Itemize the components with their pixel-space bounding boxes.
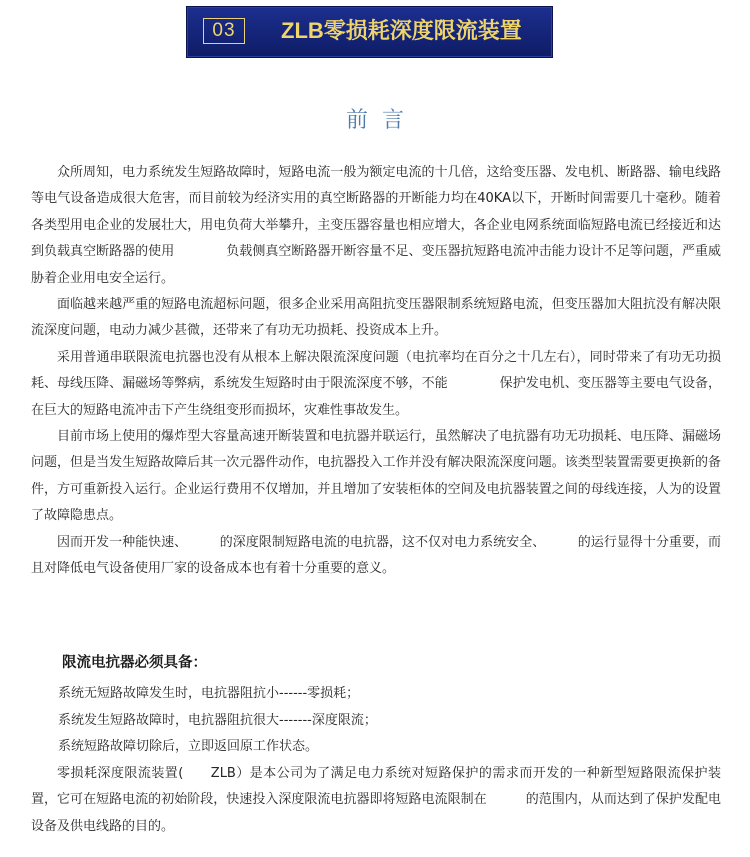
requirement-item: 系统发生短路故障时，电抗器阻抗很大-------深度限流； bbox=[58, 712, 377, 728]
preface-paragraph: 目前市场上使用的爆炸型大容量高速开断装置和电抗器并联运行，虽然解决了电抗器有功无功损耗、电压降、漏磁场问题，但是当发生短路故障后其一次元器件动作，电抗器投入工作并没有解决限流深度问题。该类型装置需要更换新的备件，方可重新投入运行。企业运行费用不仅增加，并且增加了安装柜体的空间及电抗器装置之间的母线连接，人为的设置了故障隐患点。 bbox=[31, 429, 721, 524]
preface-heading: 前言 bbox=[345, 108, 418, 133]
preface-paragraph: 采用普通串联限流电抗器也没有从根本上解决限流深度问题（电抗率均在百分之十几左右），同时带来了有功无功损耗、母线压降、漏磁场等弊病，系统发生短路时由于限流深度不够，不能 保护发电机、变压器等主要电气设备，在巨大的短路电流冲击下产生绕组变形而损坏，灾难性事故发生。 bbox=[31, 349, 721, 418]
section-number: 03 bbox=[203, 18, 245, 44]
requirement-item: 系统无短路故障发生时，电抗器阻抗小------零损耗； bbox=[58, 686, 360, 701]
preface-paragraph: 面临越来越严重的短路电流超标问题，很多企业采用高阻抗变压器限制系统短路电流，但变压器加大阻抗没有解决限流深度问题，电动力减少甚微，还带来了有功无功损耗、投资成本上升。 bbox=[31, 297, 721, 339]
preface-paragraph: 众所周知，电力系统发生短路故障时，短路电流一般为额定电流的十几倍，这给变压器、发电机、断路器、输电线路等电气设备造成很大危害，而目前较为经济实用的真空断路器的开断能力均在40KA以下，开断时间需要几十毫秒。随着各类型用电企业的发展壮大，用电负荷大举攀升，主变压器容量也相应增大，各企业电网系统面临短路电流已经接近和达到负载真空断路器的使用 负载侧真空断路器开断容量不足、变压器抗短路电流冲击能力设计不足等问题，严重威胁着企业用电安全运行。 bbox=[31, 165, 721, 286]
section-banner bbox=[186, 6, 553, 58]
section-title: ZLB零损耗深度限流装置 bbox=[281, 18, 522, 43]
preface-paragraph: 因而开发一种能快速、 的深度限制短路电流的电抗器，这不仅对电力系统安全、 的运行显得十分重要，而且对降低电气设备使用厂家的设备成本也有着十分重要的意义。 bbox=[31, 534, 721, 577]
requirements-summary: 零损耗深度限流装置( ZLB）是本公司为了满足电力系统对短路保护的需求而开发的一种新型短路限流保护装置，它可在短路电流的初始阶段，快速投入深度限流电抗器即将短路电流限制在 的范围内，从而达到了保护发配电设备及供电线路的目的。 bbox=[31, 765, 721, 834]
preface-body bbox=[31, 160, 721, 583]
requirement-item: 系统短路故障切除后，立即返回原工作状态。 bbox=[58, 739, 319, 755]
requirements-body bbox=[31, 681, 721, 841]
requirements-title: 限流电抗器必须具备： bbox=[62, 655, 207, 671]
